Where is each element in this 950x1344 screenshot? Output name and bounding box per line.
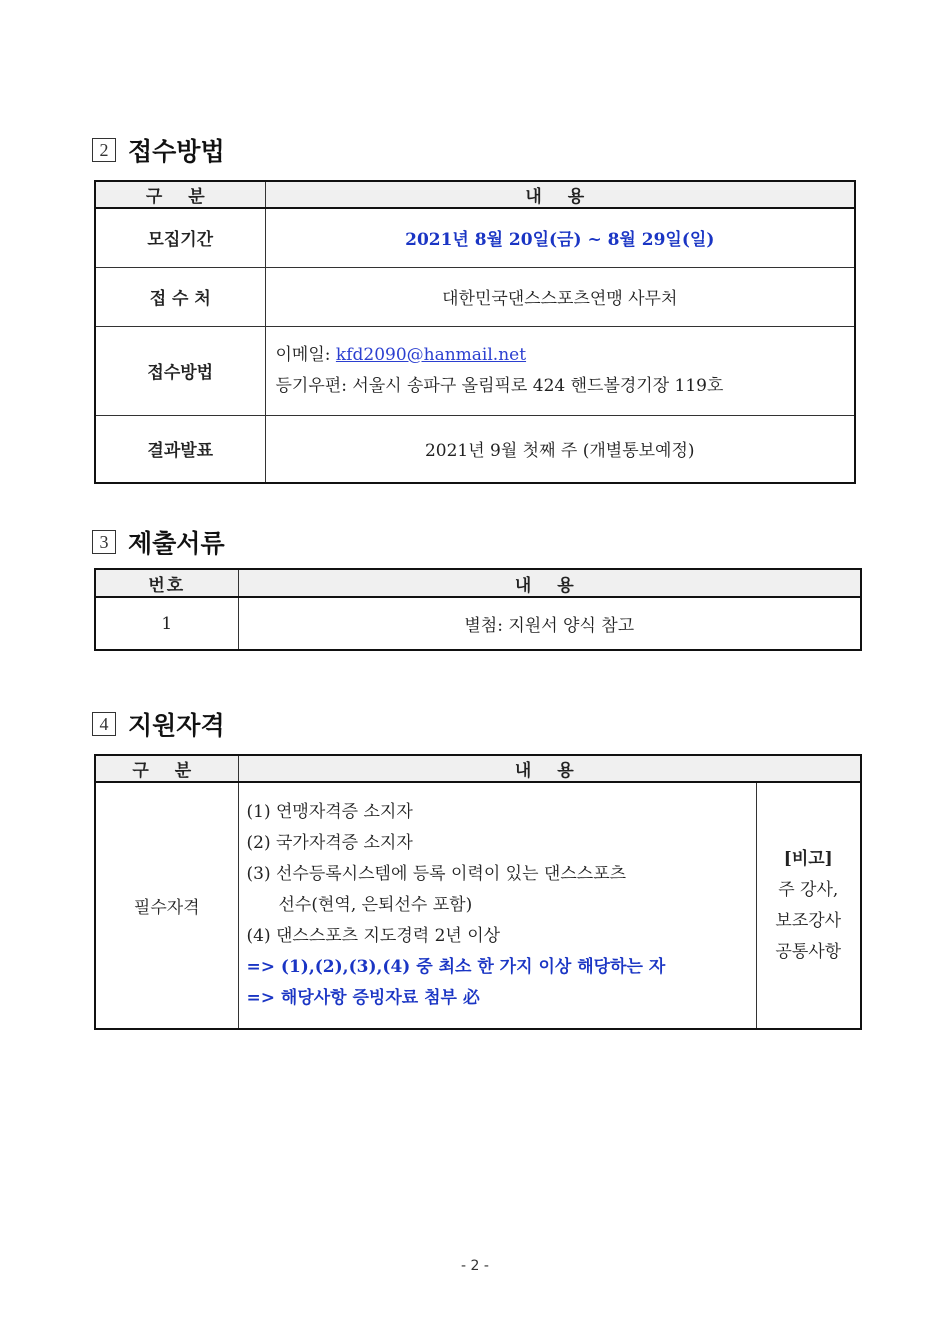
remark-title: [비고] [783, 848, 833, 869]
list-item: (3) 선수등록시스템에 등록 이력이 있는 댄스스포츠 [246, 864, 627, 884]
header-category: 구 분 [95, 181, 265, 208]
office-label: 접 수 처 [95, 267, 265, 326]
list-item: (1) 연맹자격증 소지자 [246, 802, 413, 822]
section-number-box: 2 [92, 138, 116, 162]
mail-line: 등기우편: 서울시 송파구 올림픽로 424 핸드볼경기장 119호 [275, 375, 724, 396]
document-value: 별첨: 지원서 양식 참고 [238, 597, 861, 650]
result-value: 2021년 9월 첫째 주 (개별통보예정) [265, 415, 855, 483]
method-label: 접수방법 [95, 326, 265, 415]
section-2-heading: 접수방법 [128, 137, 225, 166]
section-number-box: 4 [92, 712, 116, 736]
header-category: 구 분 [95, 755, 238, 782]
document-number: 1 [95, 597, 238, 650]
note-item: => (1),(2),(3),(4) 중 최소 한 가지 이상 해당하는 자 [246, 957, 666, 977]
list-item: 선수(현역, 은퇴선수 포함) [278, 895, 473, 915]
email-prefix: 이메일: [275, 344, 336, 365]
page-number: - 2 - [461, 1258, 489, 1274]
email-line [276, 340, 855, 371]
list-item: (2) 국가자격증 소지자 [246, 833, 413, 853]
qualification-list [238, 782, 756, 1029]
period-value: 2021년 8월 20일(금) ~ 8월 29일(일) [265, 208, 855, 267]
remark-cell [756, 782, 861, 1029]
header-content: 내 용 [265, 181, 855, 208]
result-label: 결과발표 [95, 415, 265, 483]
method-value [265, 326, 855, 415]
period-label: 모집기간 [95, 208, 265, 267]
remark-line: 보조강사 [775, 910, 842, 931]
section-3-title [92, 524, 225, 560]
office-value: 대한민국댄스스포츠연맹 사무처 [265, 267, 855, 326]
section-2-title [92, 132, 225, 168]
qualification-table [94, 754, 862, 1030]
application-method-table [94, 180, 856, 484]
qualification-label: 필수자격 [95, 782, 238, 1029]
header-content: 내 용 [238, 569, 861, 597]
section-4-heading: 지원자격 [128, 711, 225, 740]
email-link[interactable]: kfd2090@hanmail.net [335, 344, 527, 365]
documents-table [94, 568, 862, 651]
list-item: (4) 댄스스포츠 지도경력 2년 이상 [246, 926, 501, 946]
header-number: 번호 [95, 569, 238, 597]
section-4-title [92, 706, 225, 742]
remark-line: 공통사항 [775, 941, 842, 962]
note-item: => 해당사항 증빙자료 첨부 必 [246, 988, 480, 1008]
section-number-box: 3 [92, 530, 116, 554]
section-3-heading: 제출서류 [128, 529, 225, 558]
remark-line: 주 강사, [778, 879, 839, 900]
header-content: 내 용 [238, 755, 861, 782]
